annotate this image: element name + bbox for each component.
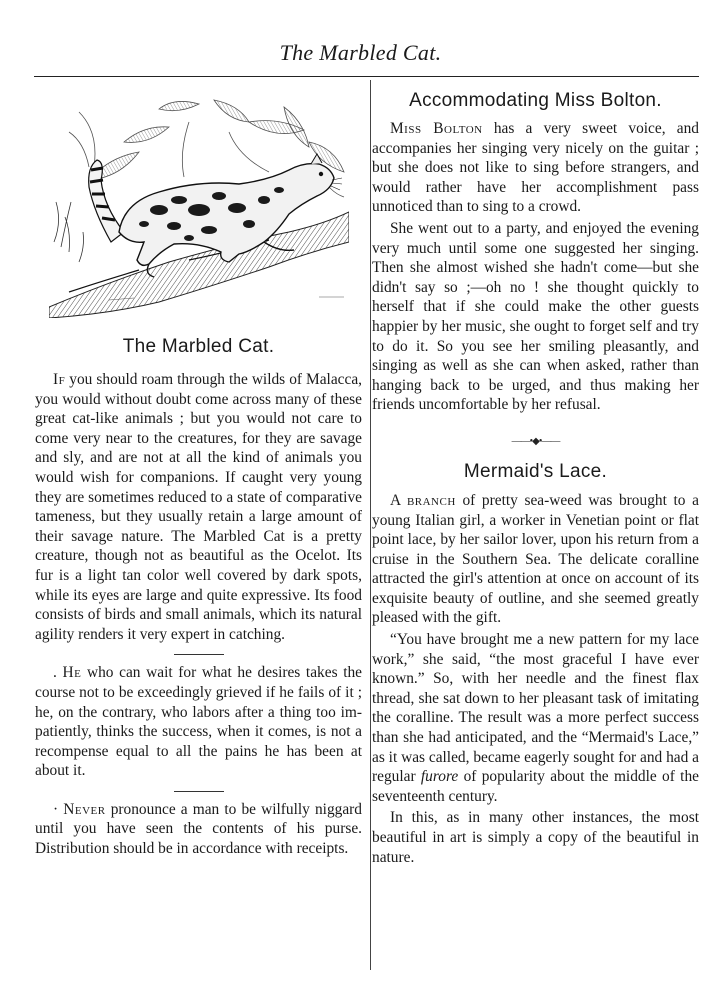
maxim-niggard-paragraph xyxy=(35,800,362,859)
section-divider xyxy=(174,791,224,792)
lace-text-1: of pretty sea-weed was brought to a young Italian girl, a worker in Venetian point or flat point lace, by her sailor lover, upon his return from a cruise in the Southern Sea. The delicate coralline attracted the girl's attention at once on account of its exquisite beauty of outline, and she seemed greatly pleased with the gift. xyxy=(372,491,699,627)
maxim-patience-paragraph xyxy=(35,663,362,781)
bolton-paragraph-2: She went out to a party, and enjoyed the evening very much until some one suggested her singing. Then she almost wished she hadn't come—but she didn't say so ;—oh no ! she thought quickly to herself that if she could make the other guests happier by her music, she ought to forget self and try to do it. So you see her smiling pleasantly, and singing as well as she can when asked, rather than hanging back to be urged, and thus making her friends uncomfortable by her refusal. xyxy=(372,219,699,414)
running-head: The Marbled Cat. xyxy=(279,40,442,65)
dropcap-word: If xyxy=(53,371,66,388)
maxim-niggard-text: pronounce a man to be wilfully niggard until you have seen the contents of his purse. Distribution should be in accordance with receipts. xyxy=(35,800,362,858)
lace-paragraph-2 xyxy=(372,630,699,806)
lace-italic-word: furore xyxy=(420,768,459,786)
marbled-cat-paragraph xyxy=(35,370,362,644)
lace-sc-word: branch xyxy=(406,491,456,509)
bolton-text-1: has a very sweet voice, and accompanies her singing very nicely on the guitar ; but she does not like to sing before strangers, and would rather have her accomplishment pass unnoticed than to sing to a crowd. xyxy=(372,120,699,216)
bolton-sc-name: Miss Bolton xyxy=(390,120,483,137)
maxim-sc-word: He xyxy=(62,664,82,682)
lace-lead-word: A xyxy=(390,491,407,509)
lace-paragraph-1 xyxy=(372,491,699,628)
article-title-mermaids-lace: Mermaid's Lace. xyxy=(463,460,608,482)
lace-text-2a: “You have brought me a new pattern for my lace work,” she said, “the most graceful I have ever known.” So, with her needle and the finest flax thread, she sat down to her pleasant task of imitating the coralline. The result was a more perfect success than she had anticipated, and the “Mermaid's Lace,” as it was called, became eagerly sought for and had a regular xyxy=(372,631,699,786)
article-title-marbled-cat: The Marbled Cat. xyxy=(122,336,275,357)
right-column xyxy=(372,84,699,867)
maxim-patience-text: who can wait for what he desires takes the course not to be exceedingly grieved if he fails of it ; he, on the contrary, who labors after a thing too impatiently, thinks the success, when it comes, is not a recompense equal to all the pains he has been at about it. xyxy=(35,664,363,780)
lace-text-2b: of popularity about the middle of the seventeenth century. xyxy=(372,768,699,805)
marbled-cat-engraving-icon xyxy=(49,92,349,318)
header-rule xyxy=(34,76,699,77)
maxim-lead-mark: . xyxy=(53,664,63,682)
lace-paragraph-3: In this, as in many other instances, the most beautiful in art is simply a copy of the beautiful in nature. xyxy=(372,809,699,866)
maxim-sc-word: Never xyxy=(63,800,106,818)
section-divider xyxy=(174,654,224,655)
marbled-cat-text: you should roam through the wilds of Malacca, you would without doubt come across many of these great cat-like animals ; but you would not care to come very near to the creatures, for they are savage and sly, and are not at all the kind of animals you would wish for companions. If caught very young they are sometimes reduced to a state of comparative tameness, but they usually retain a large amount of their savage nature. The Marbled Cat is a pretty creature, though not as beautiful as the Ocelot. Its fur is a light tan color well covered by dark spots, while its eyes are large and quite expressive. Its food consists of birds and small animals, which its natural agility renders it very expert in catching. xyxy=(35,371,362,643)
column-divider xyxy=(370,80,371,970)
ornament-divider: ——•◆•—— xyxy=(511,435,560,447)
article-title-miss-bolton: Accommodating Miss Bolton. xyxy=(409,90,662,111)
maxim-lead-mark: · xyxy=(53,800,64,818)
left-column xyxy=(35,84,362,859)
bolton-paragraph-1 xyxy=(372,119,699,217)
